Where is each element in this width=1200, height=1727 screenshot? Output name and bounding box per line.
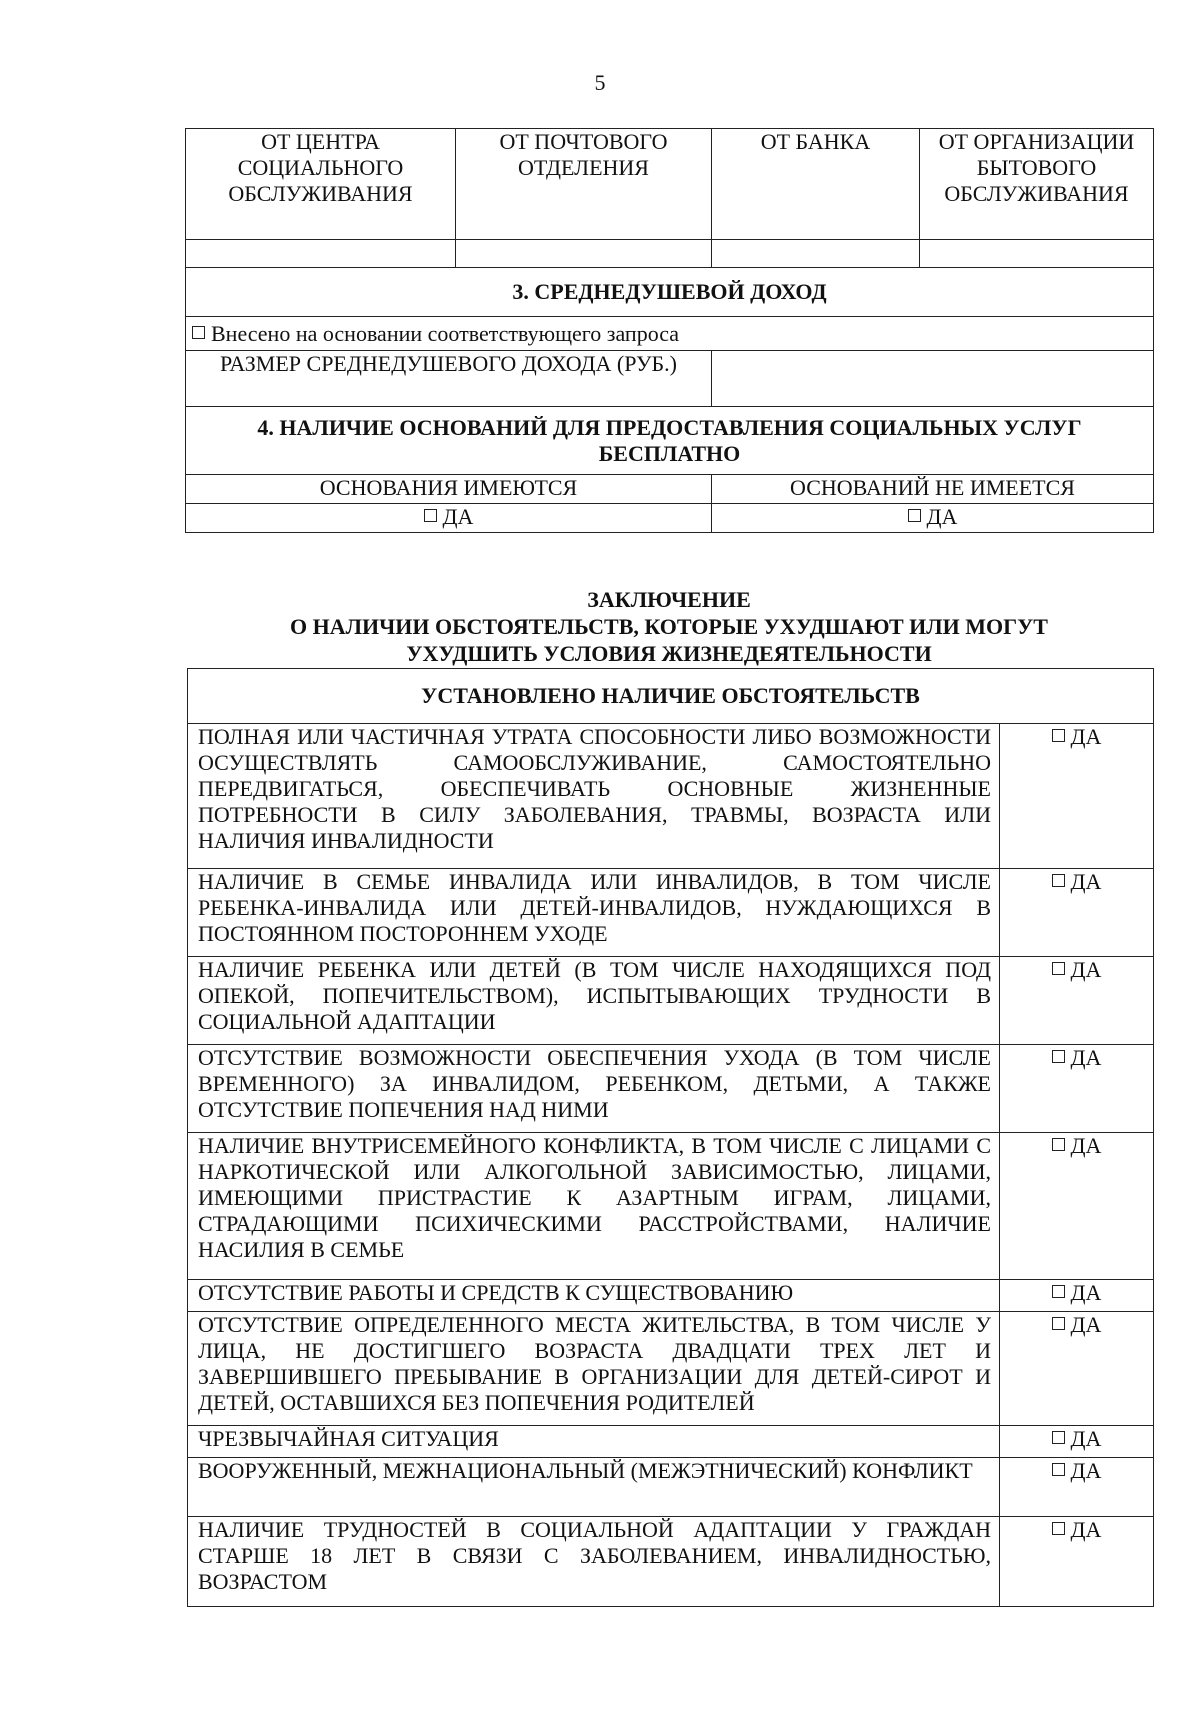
value-social-center[interactable] [186, 240, 456, 268]
circumstance-yes: ДА [1070, 1312, 1102, 1337]
circumstance-checkbox[interactable] [1052, 1522, 1065, 1535]
circumstance-text: НАЛИЧИЕ ВНУТРИСЕМЕЙНОГО КОНФЛИКТА, В ТОМ ЧИСЛЕ С ЛИЦАМИ С НАРКОТИЧЕСКОЙ ИЛИ АЛКОГОЛЬНОЙ ЗАВИСИМОСТЬЮ, ЛИЦАМИ, ИМЕЮЩИМИ ПРИСТРАСТИЕ К АЗАРТНЫМ ИГРАМ, ЛИЦАМИ, СТРАДАЮЩИМИ ПСИХИЧЕСКИМИ РАССТРОЙСТВАМИ, НАЛИЧИЕ НАСИЛИЯ В СЕМЬЕ [188, 1133, 1000, 1280]
request-checkbox-label: Внесено на основании соответствующего запроса [211, 320, 680, 346]
circumstance-text: ПОЛНАЯ ИЛИ ЧАСТИЧНАЯ УТРАТА СПОСОБНОСТИ ЛИБО ВОЗМОЖНОСТИ ОСУЩЕСТВЛЯТЬ САМООБСЛУЖИВАНИЕ, САМОСТОЯТЕЛЬНО ПЕРЕДВИГАТЬСЯ, ОБЕСПЕЧИВАТЬ ОСНОВНЫЕ ЖИЗНЕННЫЕ ПОТРЕБНОСТИ В СИЛУ ЗАБОЛЕВАНИЯ, ТРАВМЫ, ВОЗРАСТА ИЛИ НАЛИЧИЯ ИНВАЛИДНОСТИ [188, 724, 1000, 869]
grounds-exist-header: ОСНОВАНИЯ ИМЕЮТСЯ [186, 475, 712, 504]
value-household-service[interactable] [920, 240, 1154, 268]
circumstance-checkbox[interactable] [1052, 1285, 1065, 1298]
circumstance-choice [1000, 1517, 1154, 1607]
header-bank: ОТ БАНКА [712, 129, 920, 240]
conclusion-title-line3: УХУДШИТЬ УСЛОВИЯ ЖИЗНЕДЕЯТЕЛЬНОСТИ [406, 641, 932, 666]
circumstance-text: ЧРЕЗВЫЧАЙНАЯ СИТУАЦИЯ [188, 1426, 1000, 1458]
conclusion-title-line2: О НАЛИЧИИ ОБСТОЯТЕЛЬСТВ, КОТОРЫЕ УХУДШАЮТ ИЛИ МОГУТ [290, 614, 1048, 639]
grounds-exist-checkbox[interactable] [424, 509, 437, 522]
grounds-absent-header: ОСНОВАНИЙ НЕ ИМЕЕТСЯ [712, 475, 1154, 504]
circumstance-choice [1000, 724, 1154, 869]
header-social-center: ОТ ЦЕНТРА СОЦИАЛЬНОГО ОБСЛУЖИВАНИЯ [186, 129, 456, 240]
request-checkbox[interactable] [192, 326, 205, 339]
circumstance-yes: ДА [1070, 1517, 1102, 1542]
income-section-table [185, 128, 1154, 533]
circumstance-yes: ДА [1070, 1280, 1102, 1305]
grounds-absent-yes: ДА [926, 504, 958, 529]
circumstance-checkbox[interactable] [1052, 874, 1065, 887]
income-size-label: РАЗМЕР СРЕДНЕДУШЕВОГО ДОХОДА (РУБ.) [186, 351, 712, 407]
circumstance-checkbox[interactable] [1052, 1050, 1065, 1063]
circumstance-text: ОТСУТСТВИЕ РАБОТЫ И СРЕДСТВ К СУЩЕСТВОВАНИЮ [188, 1280, 1000, 1312]
circumstances-header: УСТАНОВЛЕНО НАЛИЧИЕ ОБСТОЯТЕЛЬСТВ [188, 669, 1154, 724]
value-bank[interactable] [712, 240, 920, 268]
grounds-absent-choice [712, 504, 1154, 533]
circumstance-checkbox[interactable] [1052, 1463, 1065, 1476]
grounds-absent-checkbox[interactable] [908, 509, 921, 522]
circumstance-checkbox[interactable] [1052, 1138, 1065, 1151]
circumstance-yes: ДА [1070, 1045, 1102, 1070]
section4-title: 4. НАЛИЧИЕ ОСНОВАНИЙ ДЛЯ ПРЕДОСТАВЛЕНИЯ СОЦИАЛЬНЫХ УСЛУГ БЕСПЛАТНО [186, 407, 1154, 475]
circumstance-choice [1000, 869, 1154, 957]
circumstance-checkbox[interactable] [1052, 1317, 1065, 1330]
conclusion-title-line1: ЗАКЛЮЧЕНИЕ [587, 587, 751, 612]
circumstance-yes: ДА [1070, 1458, 1102, 1483]
circumstance-checkbox[interactable] [1052, 729, 1065, 742]
circumstance-choice [1000, 1312, 1154, 1426]
header-post-office: ОТ ПОЧТОВОГО ОТДЕЛЕНИЯ [456, 129, 712, 240]
circumstance-yes: ДА [1070, 724, 1102, 749]
income-request-row [186, 317, 1154, 351]
circumstance-yes: ДА [1070, 869, 1102, 894]
income-size-value[interactable] [712, 351, 1154, 407]
page-number: 5 [594, 70, 606, 95]
grounds-exist-yes: ДА [442, 504, 474, 529]
circumstance-choice [1000, 1458, 1154, 1517]
header-household-service: ОТ ОРГАНИЗАЦИИ БЫТОВОГО ОБСЛУЖИВАНИЯ [920, 129, 1154, 240]
circumstance-checkbox[interactable] [1052, 1431, 1065, 1444]
circumstance-yes: ДА [1070, 957, 1102, 982]
circumstance-text: НАЛИЧИЕ ТРУДНОСТЕЙ В СОЦИАЛЬНОЙ АДАПТАЦИИ У ГРАЖДАН СТАРШЕ 18 ЛЕТ В СВЯЗИ С ЗАБОЛЕВАНИЕМ, ИНВАЛИДНОСТЬЮ, ВОЗРАСТОМ [188, 1517, 1000, 1607]
circumstance-text: ВООРУЖЕННЫЙ, МЕЖНАЦИОНАЛЬНЫЙ (МЕЖЭТНИЧЕСКИЙ) КОНФЛИКТ [188, 1458, 1000, 1517]
circumstance-choice [1000, 957, 1154, 1045]
circumstances-table [187, 668, 1154, 1607]
grounds-exist-choice [186, 504, 712, 533]
circumstance-text: НАЛИЧИЕ РЕБЕНКА ИЛИ ДЕТЕЙ (В ТОМ ЧИСЛЕ НАХОДЯЩИХСЯ ПОД ОПЕКОЙ, ПОПЕЧИТЕЛЬСТВОМ), ИСПЫТЫВАЮЩИХ ТРУДНОСТИ В СОЦИАЛЬНОЙ АДАПТАЦИИ [188, 957, 1000, 1045]
circumstance-yes: ДА [1070, 1133, 1102, 1158]
circumstance-text: ОТСУТСТВИЕ ОПРЕДЕЛЕННОГО МЕСТА ЖИТЕЛЬСТВА, В ТОМ ЧИСЛЕ У ЛИЦА, НЕ ДОСТИГШЕГО ВОЗРАСТА ДВАДЦАТИ ТРЕХ ЛЕТ И ЗАВЕРШИВШЕГО ПРЕБЫВАНИЕ В ОРГАНИЗАЦИИ ДЛЯ ДЕТЕЙ-СИРОТ И ДЕТЕЙ, ОСТАВШИХСЯ БЕЗ ПОПЕЧЕНИЯ РОДИТЕЛЕЙ [188, 1312, 1000, 1426]
circumstance-yes: ДА [1070, 1426, 1102, 1451]
value-post-office[interactable] [456, 240, 712, 268]
circumstance-choice [1000, 1133, 1154, 1280]
circumstance-text: НАЛИЧИЕ В СЕМЬЕ ИНВАЛИДА ИЛИ ИНВАЛИДОВ, В ТОМ ЧИСЛЕ РЕБЕНКА-ИНВАЛИДА ИЛИ ДЕТЕЙ-ИНВАЛИДОВ, НУЖДАЮЩИХСЯ В ПОСТОЯННОМ ПОСТОРОННЕМ УХОДЕ [188, 869, 1000, 957]
circumstance-text: ОТСУТСТВИЕ ВОЗМОЖНОСТИ ОБЕСПЕЧЕНИЯ УХОДА (В ТОМ ЧИСЛЕ ВРЕМЕННОГО) ЗА ИНВАЛИДОМ, РЕБЕНКОМ, ДЕТЬМИ, А ТАКЖЕ ОТСУТСТВИЕ ПОПЕЧЕНИЯ НАД НИМИ [188, 1045, 1000, 1133]
conclusion-title [185, 586, 1153, 667]
circumstance-choice [1000, 1045, 1154, 1133]
circumstance-choice [1000, 1280, 1154, 1312]
circumstance-checkbox[interactable] [1052, 962, 1065, 975]
circumstance-choice [1000, 1426, 1154, 1458]
section3-title: 3. СРЕДНЕДУШЕВОЙ ДОХОД [186, 268, 1154, 317]
